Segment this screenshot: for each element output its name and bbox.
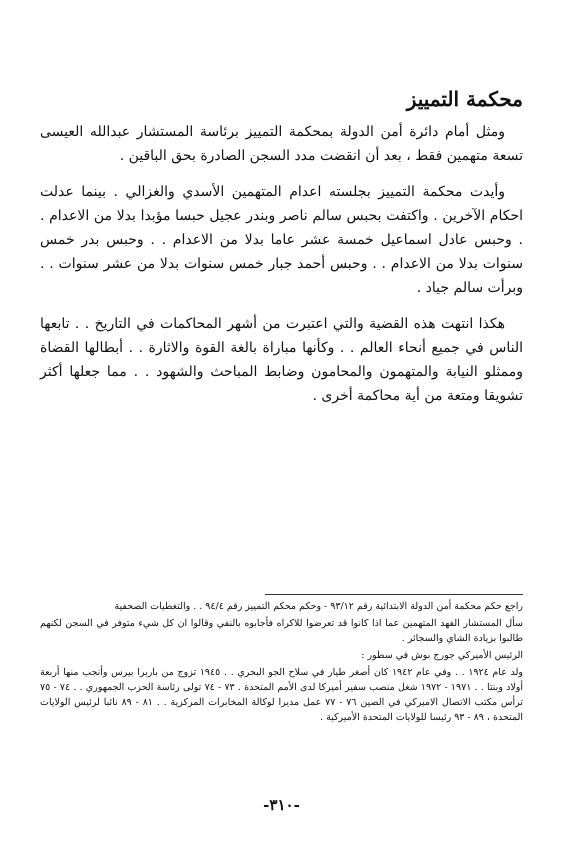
- paragraph: وأيدت محكمة التمييز بجلسته اعدام المتهمين الأسدي والغزالي . بينما عدلت احكام الآخرين . واكتفت بحبس سالم ناصر وبندر عجيل حبسا مؤبدا بدلا من الاعدام . . وحبس عادل اسماعيل خمسة عشر عاما بدلا من الاعدام . . وحبس بدر خمس سنوات بدلا من الاعدام . . وحبس أحمد جبار خمس سنوات بدلا من عشر سنوات . . وبرأت سالم جياد .: [40, 184, 523, 296]
- footnote-divider: [265, 594, 523, 595]
- section-heading: محكمة التمييز: [406, 87, 523, 111]
- footnote: راجع حكم محكمة أمن الدولة الابتدائية رقم ٩٣/١٢ - وحكم محكم التمييز رقم ٩٤/٤ . . والتغطيات الصحفية: [114, 601, 523, 612]
- body-text: [40, 120, 523, 420]
- footnote: ولد عام ١٩٢٤ . . وفي عام ١٩٤٢ كان أصغر طيار في سلاح الجو البحري . . ١٩٤٥ تزوج من باربرا بيرس وأنجب منها أربعة أولاد وبنتا . . ١٩٧١ - ١٩٧٢ شغل منصب سفير أميركا لدى الأمم المتحدة . ٧٣ - ٧٤ تولى رئاسة الحزب الجمهوري . . ٧٤ - ٧٥ ترأس مكتب الاتصال الاميركي في الصين ٧٦ - ٧٧ عمل مديرا لوكالة المخابرات المركزية . . ٨١ - ٨٩ نائبا لرئيس الولايات المتحدة ، ٨٩ - ٩٣ رئيسا للولايات المتحدة الأميركية .: [40, 667, 524, 723]
- footnote: سأل المستشار الفهد المتهمين عما اذا كانوا قد تعرضوا للاكراه فأجابوه بالنفي وقالوا ان كل شيء متوفر في السجن لكنهم طالبوا بزيادة الشاي والسجائر .: [40, 618, 523, 644]
- paragraph: هكذا انتهت هذه القضية والتي اعتبرت من أشهر المحاكمات في التاريخ . . تابعها الناس في جميع أنحاء العالم . . وكأنها مباراة بالغة القوة والاثارة . . أبطالها القضاة وممثلو النيابة والمتهمون والمحامون وضابط المباحث والشهود . . مما جعلها أكثر تشويقا ومتعة من أية محاكمة أخرى .: [40, 316, 523, 404]
- footnotes: [40, 599, 523, 727]
- footnote: الرئيس الأميركي جورج بوش في سطور :: [361, 650, 523, 661]
- page-number: -٣١٠-: [263, 796, 300, 814]
- paragraph: ومثل أمام دائرة أمن الدولة بمحكمة التمييز برئاسة المستشار عبدالله العيسى تسعة متهمين فقط ، بعد أن انقضت مدد السجن الصادرة بحق الباقين .: [40, 124, 523, 164]
